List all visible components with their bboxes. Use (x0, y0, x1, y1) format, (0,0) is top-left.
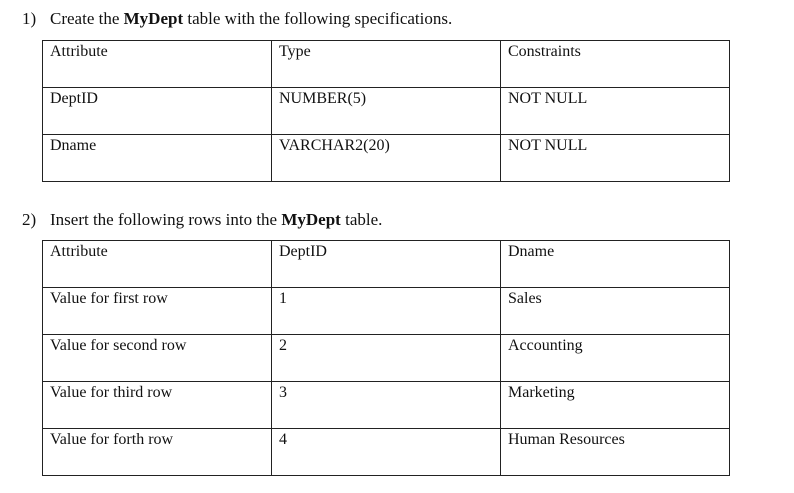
table-row (43, 88, 730, 135)
table-cell: NOT NULL (501, 88, 730, 135)
question-1-text-before: Create the (50, 9, 124, 28)
question-1-text-after: table with the following specifications. (183, 9, 453, 28)
header-cell-dname: Dname (501, 241, 730, 288)
question-2-number: 2) (22, 210, 37, 229)
question-1-table-name: MyDept (123, 9, 184, 28)
table-row (43, 135, 730, 182)
header-cell-attribute: Attribute (43, 41, 272, 88)
table-cell: Value for forth row (43, 429, 272, 476)
table-cell: Value for third row (43, 382, 272, 429)
table-cell: Human Resources (501, 429, 730, 476)
table-cell: NOT NULL (501, 135, 730, 182)
table-header-row (43, 41, 730, 88)
question-1 (22, 9, 452, 29)
table-cell: Value for first row (43, 288, 272, 335)
table-cell: 1 (272, 288, 501, 335)
question-1-number: 1) (22, 9, 37, 28)
table-row (43, 382, 730, 429)
question-2-table-name: MyDept (281, 210, 341, 229)
table-cell: Value for second row (43, 335, 272, 382)
table-row (43, 288, 730, 335)
question-2-text-before: Insert the following rows into the (50, 210, 282, 229)
header-cell-constraints: Constraints (501, 41, 730, 88)
header-cell-type: Type (272, 41, 501, 88)
table-cell: 2 (272, 335, 501, 382)
table-cell: DeptID (43, 88, 272, 135)
header-cell-attribute: Attribute (43, 241, 272, 288)
table-cell: NUMBER(5) (272, 88, 501, 135)
table-header-row (43, 241, 730, 288)
table-cell: Sales (501, 288, 730, 335)
spec-table (42, 40, 730, 182)
table-cell: Dname (43, 135, 272, 182)
question-2-text-after: table. (340, 210, 383, 229)
question-2 (22, 210, 382, 230)
header-cell-deptid: DeptID (272, 241, 501, 288)
table-cell: 4 (272, 429, 501, 476)
table-cell: Marketing (501, 382, 730, 429)
table-cell: Accounting (501, 335, 730, 382)
table-cell: VARCHAR2(20) (272, 135, 501, 182)
table-cell: 3 (272, 382, 501, 429)
table-row (43, 335, 730, 382)
insert-rows-table (42, 240, 730, 476)
table-row (43, 429, 730, 476)
